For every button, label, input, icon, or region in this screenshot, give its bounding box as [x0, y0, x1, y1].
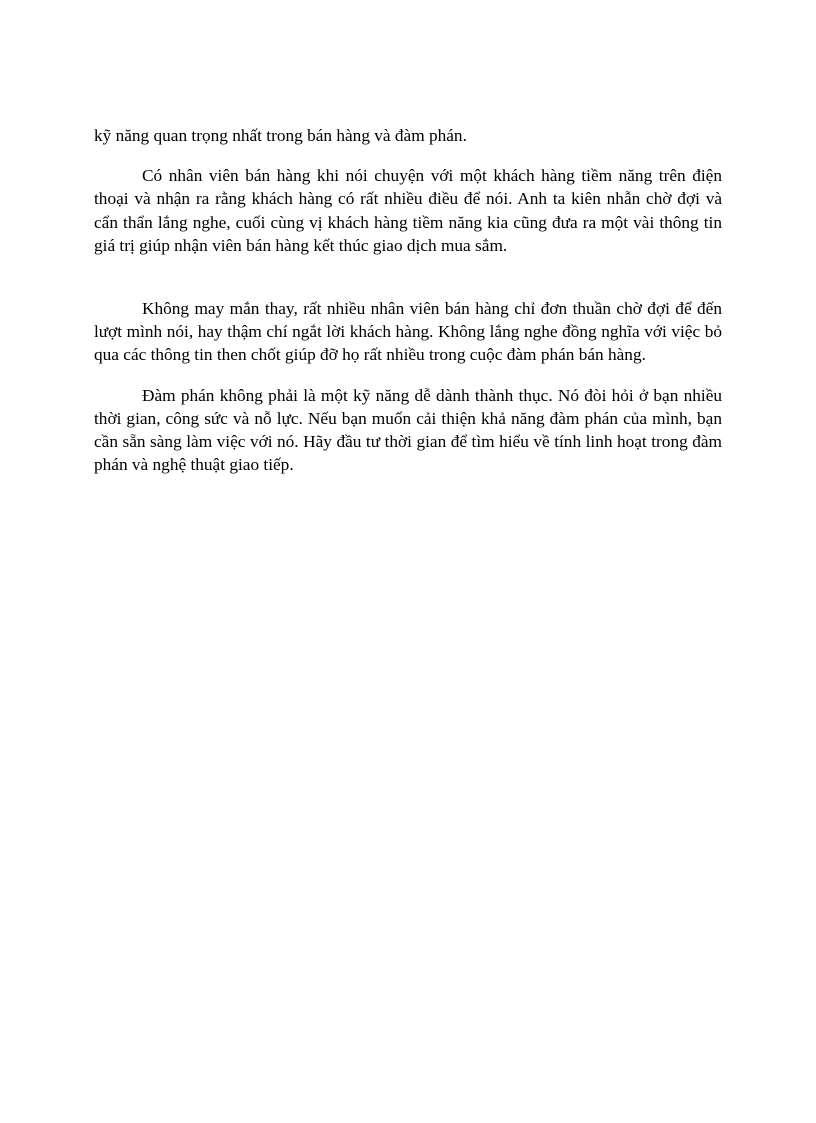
- paragraph-negotiation-skill: Đàm phán không phải là một kỹ năng dễ dành thành thục. Nó đòi hỏi ở bạn nhiều thời gian, công sức và nỗ lực. Nếu bạn muốn cải thiện khả năng đàm phán của mình, bạn cần sẵn sàng làm việc với nó. Hãy đầu tư thời gian để tìm hiểu về tính linh hoạt trong đàm phán và nghệ thuật giao tiếp.: [94, 385, 722, 475]
- paragraph-salesperson-story: Có nhân viên bán hàng khi nói chuyện với một khách hàng tiềm năng trên điện thoại và nhận ra rằng khách hàng có rất nhiều điều để nói. Anh ta kiên nhẫn chờ đợi và cẩn thẩn lắng nghe, cuối cùng vị khách hàng tiềm năng kia cũng đưa ra một vài thông tin giá trị giúp nhận viên bán hàng kết thúc giao dịch mua sắm.: [94, 166, 722, 255]
- paragraph-not-listening: Không may mắn thay, rất nhiều nhân viên bán hàng chỉ đơn thuần chờ đợi để đến lượt mình nói, hay thậm chí ngắt lời khách hàng. Không lắng nghe đồng nghĩa với việc bỏ qua các thông tin then chốt giúp đỡ họ rất nhiều trong cuộc đàm phán bán hàng.: [94, 299, 722, 365]
- paragraph-continuation: kỹ năng quan trọng nhất trong bán hàng và đàm phán.: [94, 126, 467, 145]
- document-body: [94, 124, 722, 476]
